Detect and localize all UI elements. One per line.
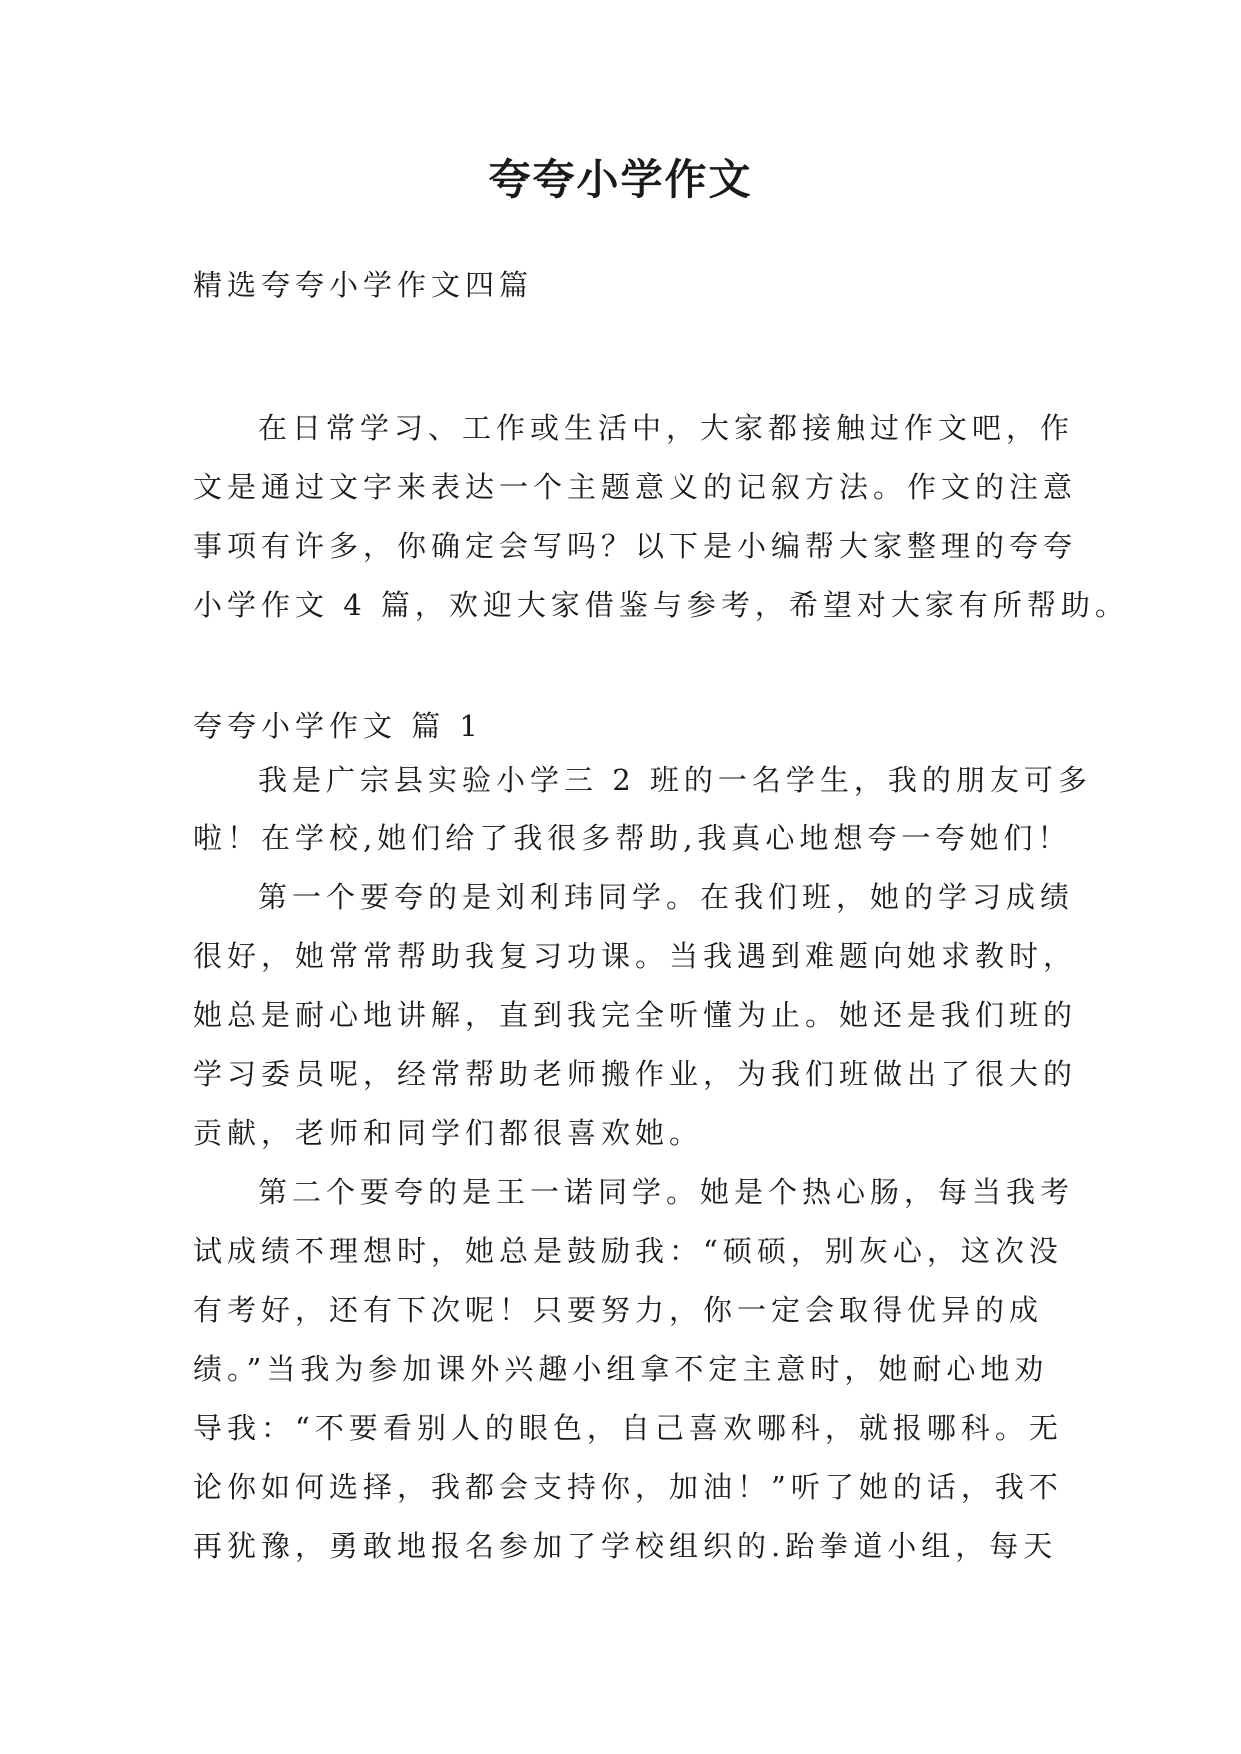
- body-line-4: 很好，她常常帮助我复习功课。当我遇到难题向她求教时，: [193, 939, 1078, 973]
- body-line-1: 我是广宗县实验小学三 2 班的一名学生，我的朋友可多: [258, 763, 1092, 797]
- body-line-12: 导我：“不要看别人的眼色，自己喜欢哪科，就报哪科。无: [193, 1411, 1063, 1445]
- body-line-11: 绩。”当我为参加课外兴趣小组拿不定主意时，她耐心地劝: [193, 1352, 1049, 1386]
- body-line-9: 试成绩不理想时，她总是鼓励我：“硕硕，别灰心，这次没: [193, 1234, 1063, 1268]
- body-line-13: 论你如何选择，我都会支持你，加油！”听了她的话，我不: [193, 1470, 1063, 1504]
- body-line-14: 再犹豫，勇敢地报名参加了学校组织的.跆拳道小组，每天: [193, 1529, 1058, 1563]
- body-line-3: 第一个要夸的是刘利玮同学。在我们班，她的学习成绩: [258, 880, 1075, 914]
- section-heading: 夸夸小学作文 篇 1: [193, 709, 483, 743]
- body-line-2: 啦！在学校,她们给了我很多帮助,我真心地想夸一夸她们！: [193, 821, 1072, 855]
- body-line-8: 第二个要夸的是王一诺同学。她是个热心肠，每当我考: [258, 1175, 1075, 1209]
- intro-line-2: 文是通过文字来表达一个主题意义的记叙方法。作文的注意: [193, 470, 1078, 504]
- intro-line-3: 事项有许多，你确定会写吗？以下是小编帮大家整理的夸夸: [193, 529, 1078, 563]
- intro-line-4: 小学作文 4 篇，欢迎大家借鉴与参考，希望对大家有所帮助。: [193, 588, 1129, 622]
- body-line-7: 贡献，老师和同学们都很喜欢她。: [193, 1116, 704, 1150]
- document-subtitle: 精选夸夸小学作文四篇: [193, 268, 534, 302]
- intro-line-1: 在日常学习、工作或生活中，大家都接触过作文吧，作: [258, 411, 1075, 445]
- body-line-5: 她总是耐心地讲解，直到我完全听懂为止。她还是我们班的: [193, 998, 1078, 1032]
- document-title: 夸夸小学作文: [488, 155, 753, 204]
- body-line-10: 有考好，还有下次呢！只要努力，你一定会取得优异的成: [193, 1293, 1044, 1327]
- body-line-6: 学习委员呢，经常帮助老师搬作业，为我们班做出了很大的: [193, 1057, 1078, 1091]
